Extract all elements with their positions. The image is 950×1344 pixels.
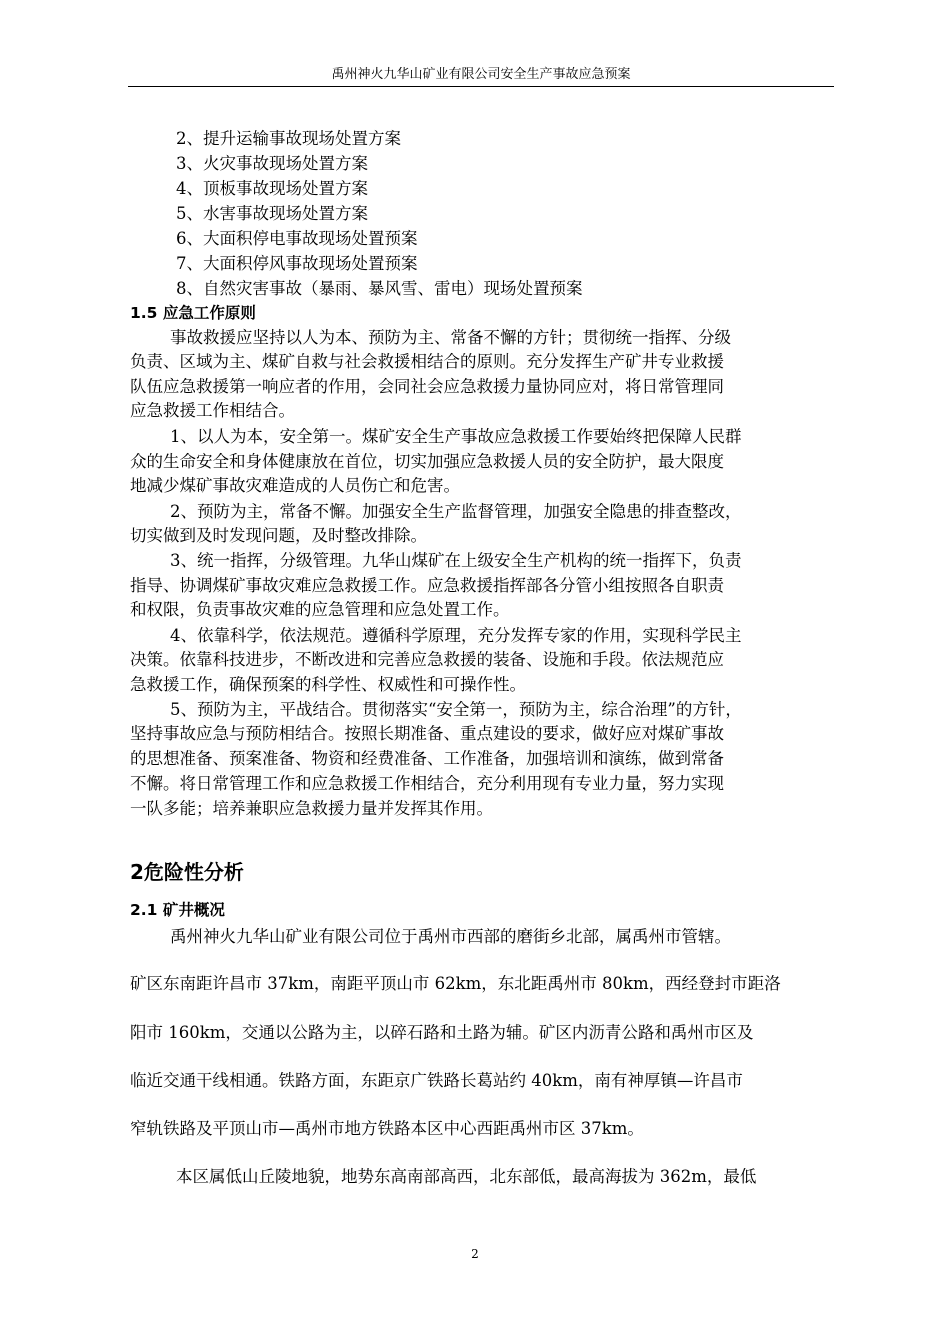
paragraph-line: 的思想准备、预案准备、物资和经费准备、工作准备，加强培训和演练，做到常备: [130, 749, 724, 768]
list-item: 3、火灾事故现场处置方案: [176, 154, 368, 173]
paragraph-line: 和权限，负责事故灾难的应急管理和应急处置工作。: [130, 600, 510, 619]
paragraph-line: 窄轨铁路及平顶山市—禹州市地方铁路本区中心西距禹州市区 37km。: [130, 1119, 644, 1138]
paragraph-line: 应急救援工作相结合。: [130, 401, 295, 420]
page-number: 2: [471, 1247, 479, 1261]
paragraph-line: 2、预防为主，常备不懈。加强安全生产监督管理，加强安全隐患的排查整改，: [170, 502, 742, 521]
paragraph-line: 事故救援应坚持以人为本、预防为主、常备不懈的方针；贯彻统一指挥、分级: [170, 328, 731, 347]
paragraph-line: 临近交通干线相通。铁路方面，东距京广铁路长葛站约 40km，南有神厚镇—许昌市: [130, 1071, 743, 1090]
list-item: 2、提升运输事故现场处置方案: [176, 129, 401, 148]
section-heading-1-5: 1.5 应急工作原则: [130, 304, 256, 322]
paragraph-line: 急救援工作，确保预案的科学性、权威性和可操作性。: [130, 675, 526, 694]
paragraph-line: 坚持事故应急与预防相结合。按照长期准备、重点建设的要求，做好应对煤矿事故: [130, 724, 724, 743]
paragraph-line: 3、统一指挥，分级管理。九华山煤矿在上级安全生产机构的统一指挥下，负责: [170, 551, 742, 570]
paragraph-line: 矿区东南距许昌市 37km，南距平顶山市 62km，东北距禹州市 80km，西经登封市距洛: [130, 974, 781, 993]
paragraph-line: 5、预防为主，平战结合。贯彻落实“安全第一，预防为主，综合治理”的方针，: [170, 700, 742, 719]
list-item: 5、水害事故现场处置方案: [176, 204, 368, 223]
paragraph-line: 不懈。将日常管理工作和应急救援工作相结合，充分利用现有专业力量，努力实现: [130, 774, 724, 793]
paragraph-line: 众的生命安全和身体健康放在首位，切实加强应急救援人员的安全防护，最大限度: [130, 452, 724, 471]
paragraph-line: 1、以人为本，安全第一。煤矿安全生产事故应急救援工作要始终把保障人民群: [170, 427, 742, 446]
list-item: 7、大面积停风事故现场处置预案: [176, 254, 418, 273]
paragraph-line: 负责、区域为主、煤矿自救与社会救援相结合的原则。充分发挥生产矿井专业救援: [130, 352, 724, 371]
list-item: 8、自然灾害事故（暴雨、暴风雪、雷电）现场处置预案: [176, 279, 583, 298]
paragraph-line: 队伍应急救援第一响应者的作用，会同社会应急救援力量协同应对，将日常管理同: [130, 377, 724, 396]
paragraph-line: 禹州神火九华山矿业有限公司位于禹州市西部的磨街乡北部，属禹州市管辖。: [170, 927, 731, 946]
paragraph-line: 指导、协调煤矿事故灾难应急救援工作。应急救援指挥部各分管小组按照各自职责: [130, 576, 724, 595]
paragraph-line: 决策。依靠科技进步，不断改进和完善应急救援的装备、设施和手段。依法规范应: [130, 650, 724, 669]
paragraph-line: 阳市 160km，交通以公路为主，以碎石路和土路为辅。矿区内沥青公路和禹州市区及: [130, 1023, 754, 1042]
paragraph-line: 一队多能；培养兼职应急救援力量并发挥其作用。: [130, 799, 493, 818]
paragraph-line: 4、依靠科学，依法规范。遵循科学原理，充分发挥专家的作用，实现科学民主: [170, 626, 742, 645]
section-heading-2: 2危险性分析: [130, 860, 244, 884]
paragraph-line: 切实做到及时发现问题，及时整改排除。: [130, 526, 427, 545]
header-divider: [128, 86, 834, 87]
list-item: 6、大面积停电事故现场处置预案: [176, 229, 418, 248]
section-heading-2-1: 2.1 矿井概况: [130, 901, 225, 919]
paragraph-line: 本区属低山丘陵地貌，地势东高南部高西，北东部低，最高海拔为 362m，最低: [176, 1167, 757, 1186]
running-header: 禹州神火九华山矿业有限公司安全生产事故应急预案: [331, 67, 631, 82]
list-item: 4、顶板事故现场处置方案: [176, 179, 368, 198]
paragraph-line: 地减少煤矿事故灾难造成的人员伤亡和危害。: [130, 476, 460, 495]
